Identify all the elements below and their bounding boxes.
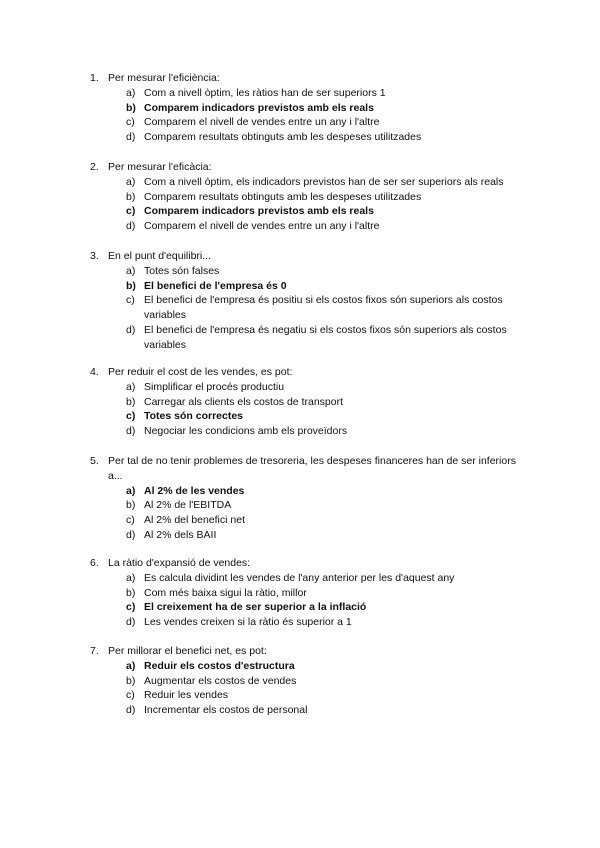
option-text: El benefici de l'empresa és positiu si els costos fixos són superiors als costos variables bbox=[144, 294, 503, 322]
option-letter: b) bbox=[126, 674, 136, 687]
answer-option bbox=[90, 115, 530, 130]
question-header bbox=[90, 160, 530, 175]
question-text: Per millorar el benefici net, es pot: bbox=[108, 645, 267, 657]
option-text: El benefici de l'empresa és 0 bbox=[144, 279, 287, 292]
option-text: Reduir els costos d'estructura bbox=[144, 659, 295, 672]
option-letter: a) bbox=[126, 571, 136, 584]
option-text: Incrementar els costos de personal bbox=[144, 704, 308, 717]
question-7 bbox=[90, 644, 530, 718]
option-letter: a) bbox=[126, 484, 136, 497]
question-5 bbox=[90, 454, 530, 543]
option-text: Les vendes creixen si la ràtio és superior a 1 bbox=[144, 616, 352, 629]
option-letter: d) bbox=[126, 323, 136, 336]
option-letter: d) bbox=[126, 425, 136, 438]
question-number: 3. bbox=[90, 250, 99, 262]
option-text: Al 2% de les vendes bbox=[144, 484, 245, 497]
answer-options bbox=[90, 380, 530, 439]
question-1 bbox=[90, 71, 530, 145]
answer-options bbox=[90, 659, 530, 718]
option-text: Com a nivell òptim, les ràtios han de ser superiors 1 bbox=[144, 86, 386, 99]
option-letter: c) bbox=[126, 294, 135, 307]
question-header bbox=[90, 71, 530, 86]
question-2 bbox=[90, 160, 530, 234]
question-6 bbox=[90, 556, 530, 630]
answer-option bbox=[90, 688, 530, 703]
question-number: 4. bbox=[90, 366, 99, 378]
answer-options bbox=[90, 175, 530, 234]
answer-option bbox=[90, 513, 530, 528]
answer-option bbox=[90, 424, 530, 439]
question-header bbox=[90, 556, 530, 571]
option-letter: d) bbox=[126, 131, 136, 144]
option-letter: a) bbox=[126, 659, 136, 672]
option-text: El creixement ha de ser superior a la inflació bbox=[144, 601, 367, 614]
option-letter: b) bbox=[126, 279, 136, 292]
answer-option bbox=[90, 219, 530, 234]
option-text: Carregar als clients els costos de transport bbox=[144, 395, 344, 408]
question-text: Per reduir el cost de les vendes, es pot: bbox=[108, 366, 293, 378]
answer-options bbox=[90, 571, 530, 630]
option-text: Comparem el nivell de vendes entre un any i l'altre bbox=[144, 116, 380, 129]
answer-option bbox=[90, 323, 530, 353]
question-header bbox=[90, 644, 530, 659]
option-letter: c) bbox=[126, 410, 136, 423]
answer-option bbox=[90, 395, 530, 410]
question-number: 7. bbox=[90, 645, 99, 657]
option-letter: b) bbox=[126, 395, 136, 408]
answer-option bbox=[90, 528, 530, 543]
answer-options bbox=[90, 264, 530, 353]
answer-option bbox=[90, 498, 530, 513]
answer-option bbox=[90, 586, 530, 601]
option-letter: c) bbox=[126, 601, 136, 614]
option-text: Comparem indicadors previstos amb els reals bbox=[144, 101, 374, 114]
option-text: Al 2% dels BAII bbox=[144, 528, 217, 541]
option-text: Simplificar el procés productiu bbox=[144, 380, 285, 393]
answer-option bbox=[90, 293, 530, 323]
question-4 bbox=[90, 365, 530, 439]
option-letter: d) bbox=[126, 616, 136, 629]
answer-option bbox=[90, 264, 530, 279]
option-text: Al 2% de l'EBITDA bbox=[144, 499, 232, 512]
answer-option bbox=[90, 190, 530, 205]
option-letter: c) bbox=[126, 514, 135, 527]
option-text: El benefici de l'empresa és negatiu si els costos fixos són superiors als costos variables bbox=[144, 323, 507, 351]
answer-option-correct bbox=[90, 101, 530, 116]
option-letter: a) bbox=[126, 380, 136, 393]
question-header bbox=[90, 454, 530, 484]
answer-option bbox=[90, 615, 530, 630]
answer-option bbox=[90, 674, 530, 689]
option-text: Reduir les vendes bbox=[144, 689, 229, 702]
answer-option bbox=[90, 571, 530, 586]
option-text: Negociar les condicions amb els proveïdors bbox=[144, 425, 348, 438]
option-letter: d) bbox=[126, 220, 136, 233]
answer-option-correct bbox=[90, 204, 530, 219]
option-text: Com a nivell òptim, els indicadors previstos han de ser ser superiors als reals bbox=[144, 175, 504, 188]
option-letter: a) bbox=[126, 86, 136, 99]
option-letter: b) bbox=[126, 586, 136, 599]
option-text: Comparem resultats obtinguts amb les despeses utilitzades bbox=[144, 190, 422, 203]
option-letter: b) bbox=[126, 190, 136, 203]
question-header bbox=[90, 365, 530, 380]
question-text: Per mesurar l'eficiència: bbox=[108, 72, 220, 84]
answer-option-correct bbox=[90, 484, 530, 499]
option-letter: c) bbox=[126, 205, 136, 218]
question-text: La ràtio d'expansió de vendes: bbox=[108, 557, 251, 569]
option-letter: a) bbox=[126, 264, 136, 277]
option-text: Com més baixa sigui la ràtio, millor bbox=[144, 586, 307, 599]
question-text: En el punt d'equilibri... bbox=[108, 250, 211, 262]
answer-options bbox=[90, 86, 530, 145]
answer-option bbox=[90, 380, 530, 395]
question-number: 2. bbox=[90, 161, 99, 173]
option-letter: a) bbox=[126, 175, 136, 188]
option-text: Comparem el nivell de vendes entre un any i l'altre bbox=[144, 220, 380, 233]
question-text: Per tal de no tenir problemes de tresoreria, les despeses financeres han de ser inferiors a... bbox=[108, 455, 516, 482]
option-text: Al 2% del benefici net bbox=[144, 514, 245, 527]
question-header bbox=[90, 249, 530, 264]
option-text: Totes són falses bbox=[144, 264, 220, 277]
answer-option bbox=[90, 86, 530, 101]
question-number: 5. bbox=[90, 455, 99, 467]
question-text: Per mesurar l'eficàcia: bbox=[108, 161, 212, 173]
option-text: Augmentar els costos de vendes bbox=[144, 674, 297, 687]
option-text: Totes són correctes bbox=[144, 410, 244, 423]
option-letter: b) bbox=[126, 101, 136, 114]
option-letter: b) bbox=[126, 499, 136, 512]
option-text: Es calcula dividint les vendes de l'any anterior per les d'aquest any bbox=[144, 571, 455, 584]
answer-option-correct bbox=[90, 659, 530, 674]
answer-option-correct bbox=[90, 600, 530, 615]
answer-option bbox=[90, 175, 530, 190]
question-number: 6. bbox=[90, 557, 99, 569]
option-letter: c) bbox=[126, 689, 135, 702]
option-text: Comparem resultats obtinguts amb les despeses utilitzades bbox=[144, 131, 422, 144]
option-text: Comparem indicadors previstos amb els reals bbox=[144, 205, 374, 218]
option-letter: d) bbox=[126, 528, 136, 541]
option-letter: c) bbox=[126, 116, 135, 129]
answer-option-correct bbox=[90, 409, 530, 424]
answer-options bbox=[90, 484, 530, 543]
option-letter: d) bbox=[126, 704, 136, 717]
answer-option bbox=[90, 703, 530, 718]
answer-option-correct bbox=[90, 279, 530, 294]
question-3 bbox=[90, 249, 530, 353]
answer-option bbox=[90, 130, 530, 145]
question-number: 1. bbox=[90, 72, 99, 84]
